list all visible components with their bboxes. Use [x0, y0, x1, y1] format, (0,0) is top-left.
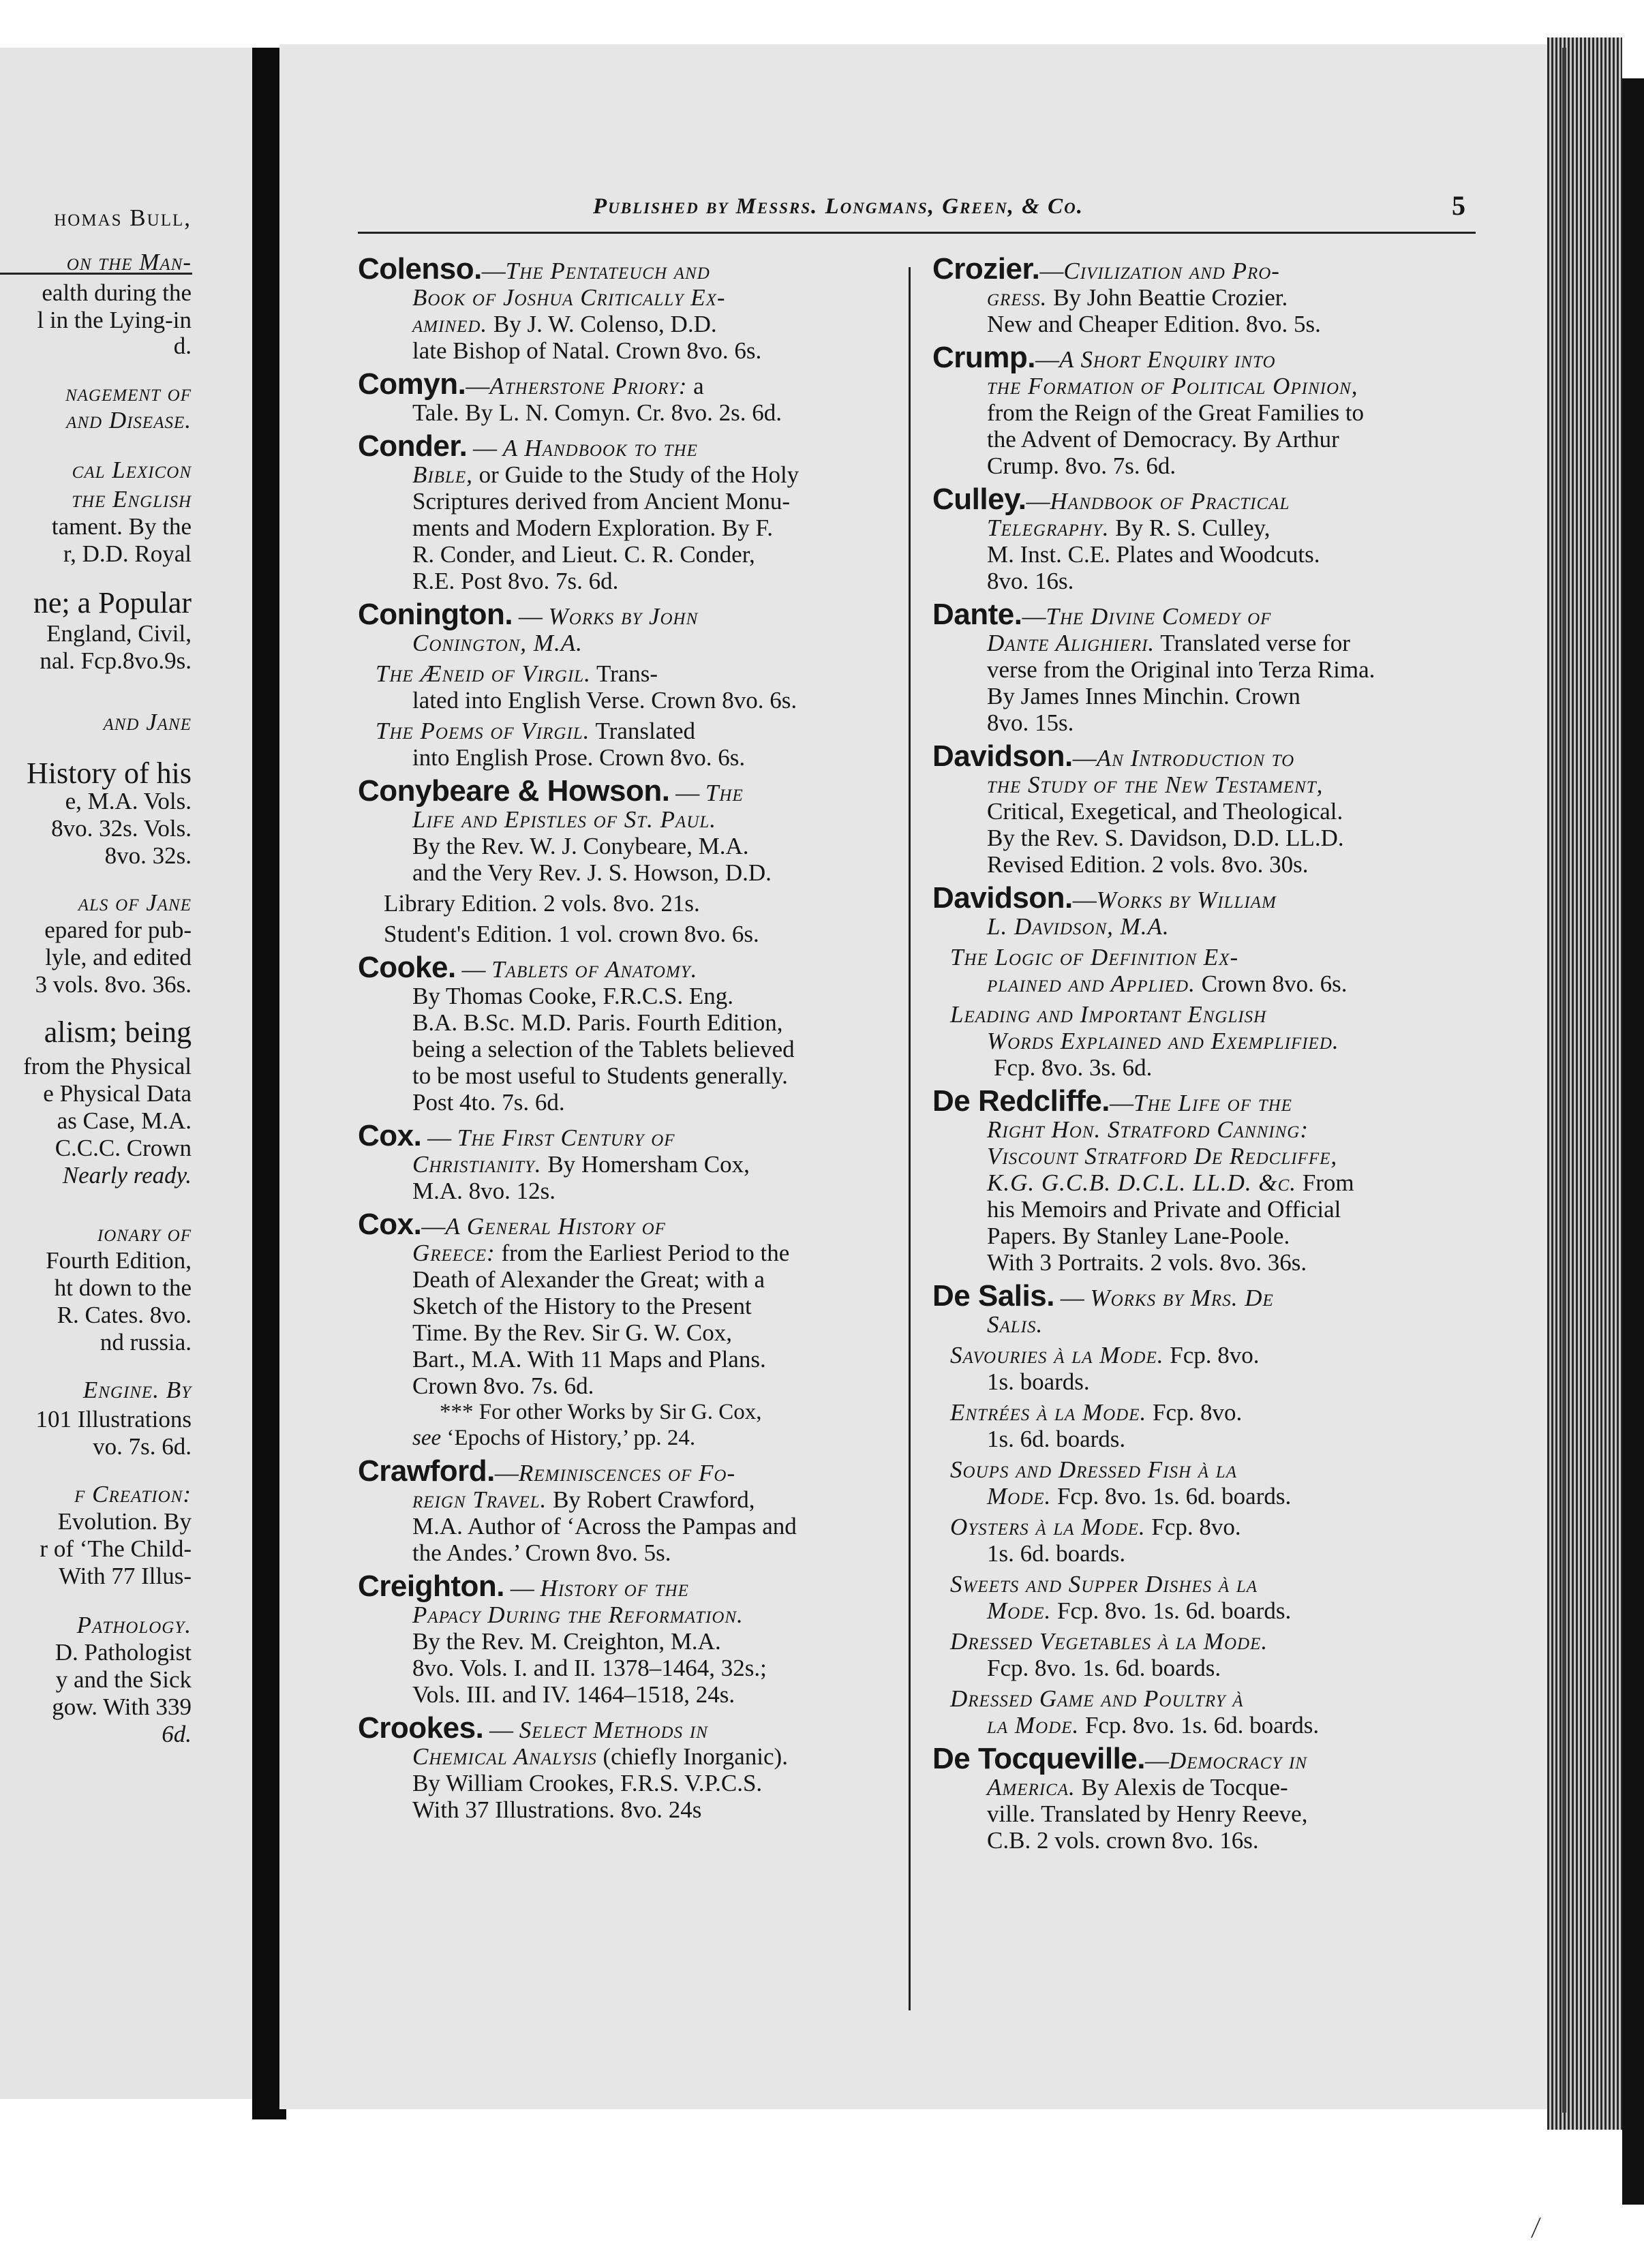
book-title: The Life of the	[1133, 1090, 1292, 1116]
facing-page-line: on the Man-	[66, 249, 192, 275]
entry-text: Tale. By L. N. Comyn. Cr. 8vo. 2s. 6d.	[412, 399, 782, 426]
headword: Davidson.	[932, 739, 1073, 773]
entry-cox-greece: Cox.—A General History of Greece: from the Earliest Period to the Death of Alexander the Great; with a Sketch of the History to the Present Time. By the Rev. Sir G. W. Cox, Bart., M.A. With 11 Maps and Plans. Crown 8vo. 7s. 6d. *** For other Works by Sir G. Cox, see ‘Epochs of History,’ pp. 24.	[358, 1211, 895, 1451]
entry-text: the Andes.’ Crown 8vo. 5s.	[412, 1539, 671, 1566]
entry-text: from the Earliest Period to the	[495, 1240, 790, 1266]
entry-davidson-works: Davidson.—Works by William L. Davidson, M.A. The Logic of Definition Ex- plained and Applied. Crown 8vo. 6s. Leading and Important English Words Explained and Exemplified. Fcp. 8vo. 3s. 6d.	[932, 885, 1472, 1081]
entry-text: 1s. boards.	[987, 1368, 1090, 1395]
entry-text: 8vo. 15s.	[987, 709, 1074, 736]
facing-page-line: D. Pathologist	[55, 1639, 192, 1666]
entry-text: From	[1296, 1169, 1354, 1196]
entry-text: Translated	[590, 718, 696, 744]
entry-text: By the Rev. M. Creighton, M.A.	[412, 1628, 721, 1655]
book-title: Greece:	[412, 1240, 496, 1266]
book-title: A General History of	[445, 1213, 666, 1240]
entry-crump: Crump.—A Short Enquiry into the Formation of Political Opinion, from the Reign of the Great Families to the Advent of Democracy. By Arthur Crump. 8vo. 7s. 6d.	[932, 344, 1472, 479]
book-title: reign Travel.	[412, 1486, 547, 1513]
sub-entry-vegetables	[932, 1628, 1472, 1681]
page-edges	[1547, 37, 1622, 2130]
entry-cooke: Cooke. — Tablets of Anatomy. By Thomas Cooke, F.R.C.S. Eng. B.A. B.Sc. M.D. Paris. Fourth Edition, being a selection of the Tablets believed to be most useful to Students generally. Post 4to. 7s. 6d.	[358, 954, 895, 1116]
entry-text: By William Crookes, F.R.S. V.P.C.S.	[412, 1770, 763, 1796]
headword: Conington.	[358, 598, 513, 631]
facing-page-line: nd russia.	[100, 1329, 192, 1355]
entry-text: Crown 8vo. 7s. 6d.	[412, 1373, 594, 1399]
entry-text: and the Very Rev. J. S. Howson, D.D.	[412, 859, 772, 886]
book-title: Mode.	[987, 1597, 1052, 1624]
facing-page-line: d.	[173, 333, 192, 359]
headword: Comyn.	[358, 367, 466, 401]
headword: Culley.	[932, 482, 1026, 516]
book-title: The	[705, 780, 744, 806]
book-title: A Handbook to the	[502, 435, 698, 461]
note-text: *** For other Works by Sir G. Cox,	[440, 1400, 762, 1424]
facing-page-line: r of ‘The Child-	[40, 1535, 192, 1562]
entry-culley: Culley.—Handbook of Practical Telegraphy. By R. S. Culley, M. Inst. C.E. Plates and Woodcuts. 8vo. 16s.	[932, 486, 1472, 594]
entry-de-tocqueville: De Tocqueville.—Democracy in America. By Alexis de Tocque- ville. Translated by Henry Reeve, C.B. 2 vols. crown 8vo. 16s.	[932, 1745, 1472, 1854]
facing-page-line: y and the Sick	[55, 1666, 192, 1693]
sub-entry-aeneid	[358, 660, 895, 714]
book-title: Handbook of Practical	[1050, 488, 1290, 515]
page-number: 5	[1452, 190, 1465, 221]
entry-text: late Bishop of Natal. Crown 8vo. 6s.	[412, 337, 762, 364]
entry-crookes: Crookes. — Select Methods in Chemical Analysis (chiefly Inorganic). By William Crookes, F.R.S. V.P.C.S. With 37 Illustrations. 8vo. 24s	[358, 1715, 895, 1823]
book-title: The Divine Comedy of	[1046, 603, 1272, 630]
book-title: Words Explained and Exemplified.	[987, 1028, 1339, 1054]
facing-page-line: With 77 Illus-	[59, 1563, 192, 1589]
headword: De Tocqueville.	[932, 1742, 1145, 1775]
book-title: Works by William	[1096, 887, 1277, 913]
book-title: Soups and Dressed Fish à la	[950, 1456, 1237, 1483]
facing-page-line: ht down to the	[54, 1274, 192, 1301]
scan-corner-mark: ⁄	[1530, 2211, 1542, 2243]
book-title: Entrées à la Mode.	[950, 1399, 1147, 1426]
entry-davidson-introduction: Davidson.—An Introduction to the Study of the New Testament, Critical, Exegetical, and Theological. By the Rev. S. Davidson, D.D. LL.D. Revised Edition. 2 vols. 8vo. 30s.	[932, 743, 1472, 878]
entry-text: Fcp. 8vo.	[1146, 1399, 1243, 1426]
sub-entry-oysters	[932, 1514, 1472, 1567]
headword: Conybeare & Howson.	[358, 774, 670, 808]
entry-text: By the Rev. S. Davidson, D.D. LL.D.	[987, 825, 1344, 851]
entry-text: Revised Edition. 2 vols. 8vo. 30s.	[987, 851, 1309, 878]
entry-text: With 3 Portraits. 2 vols. 8vo. 36s.	[987, 1249, 1307, 1276]
headword: Cooke.	[358, 951, 456, 984]
entry-text: By John Beattie Crozier.	[1047, 284, 1288, 311]
entry-text: Bart., M.A. With 11 Maps and Plans.	[412, 1346, 766, 1373]
facing-page-line: als of Jane	[78, 889, 192, 916]
entry-text: Fcp. 8vo. 1s. 6d. boards.	[1051, 1597, 1292, 1624]
entry-text: or Guide to the Study of the Holy	[472, 461, 800, 488]
facing-page-line: 8vo. 32s. Vols.	[51, 815, 192, 842]
right-column	[932, 252, 1472, 1860]
book-title: Bible,	[412, 461, 473, 488]
facing-page-line: l in the Lying-in	[37, 307, 192, 333]
book-title: America.	[987, 1774, 1076, 1800]
book-title: the Formation of Political Opinion,	[987, 373, 1358, 399]
entry-text: By Homersham Cox,	[541, 1151, 750, 1178]
sub-entry-savouries	[932, 1342, 1472, 1395]
entry-text: Papers. By Stanley Lane-Poole.	[987, 1223, 1290, 1249]
book-title: Dante Alighieri.	[987, 630, 1155, 656]
facing-page-line: the English	[72, 486, 192, 512]
entry-text: By Thomas Cooke, F.R.C.S. Eng.	[412, 983, 734, 1009]
facing-page-line: 8vo. 32s.	[104, 842, 192, 869]
facing-page-line: lyle, and edited	[45, 944, 192, 970]
book-title: Dressed Game and Poultry à	[950, 1685, 1244, 1712]
entry-text: ville. Translated by Henry Reeve,	[987, 1800, 1308, 1827]
entry-text: Death of Alexander the Great; with a	[412, 1266, 765, 1293]
cross-reference-note	[358, 1399, 895, 1451]
book-title: Mode.	[987, 1483, 1052, 1510]
entry-colenso: Colenso.—The Pentateuch and Book of Joshua Critically Ex- amined. By J. W. Colenso, D.D. late Bishop of Natal. Crown 8vo. 6s.	[358, 256, 895, 364]
facing-page-fragment	[0, 48, 262, 2099]
page-edge-shadow	[1562, 48, 1566, 2113]
facing-page-line: and Disease.	[66, 407, 192, 433]
entry-text: Crown 8vo. 6s.	[1195, 970, 1348, 997]
note-see: see	[412, 1426, 442, 1450]
entry-creighton: Creighton. — History of the Papacy During the Reformation. By the Rev. M. Creighton, M.A. 8vo. Vols. I. and II. 1378–1464, 32s.; Vols. III. and IV. 1464–1518, 24s.	[358, 1573, 895, 1708]
book-title: Telegraphy.	[987, 515, 1110, 541]
sub-entry-english-words	[932, 1001, 1472, 1081]
book-title: Works by John	[548, 603, 699, 630]
facing-page-line: homas Bull,	[54, 204, 192, 231]
entry-text: Post 4to. 7s. 6d.	[412, 1089, 565, 1116]
facing-page-line: 6d.	[162, 1721, 192, 1747]
facing-page-line: r, D.D. Royal	[63, 540, 192, 567]
entry-text: to be most useful to Students generally.	[412, 1062, 788, 1089]
running-head: Published by Messrs. Longmans, Green, & Co.	[593, 194, 1084, 219]
entry-text: With 37 Illustrations. 8vo. 24s	[412, 1796, 702, 1823]
entry-text: his Memoirs and Private and Official	[987, 1196, 1341, 1223]
headword: Cox.	[358, 1119, 422, 1152]
entry-text: 8vo. 16s.	[987, 568, 1074, 594]
entry-text: a	[687, 373, 704, 399]
facing-page-line: gow. With 339	[52, 1694, 192, 1720]
book-title: An Introduction to	[1096, 745, 1295, 771]
entry-text: from the Reign of the Great Families to	[987, 399, 1365, 426]
entry-de-redcliffe: De Redcliffe.—The Life of the Right Hon. Stratford Canning: Viscount Stratford De Redcliffe, K.G. G.C.B. D.C.L. LL.D. &c. From his Memoirs and Private and Official Papers. By Stanley Lane-Poole. With 3 Portraits. 2 vols. 8vo. 36s.	[932, 1088, 1472, 1276]
book-title: Oysters à la Mode.	[950, 1514, 1146, 1540]
entry-text: M.A. Author of ‘Across the Pampas and	[412, 1513, 797, 1539]
entry-text: Fcp. 8vo. 1s. 6d. boards.	[987, 1655, 1221, 1681]
book-title: Papacy During the Reformation.	[412, 1602, 744, 1628]
entry-conington: Conington. — Works by John Conington, M.A. The Æneid of Virgil. Trans- lated into English Verse. Crown 8vo. 6s. The Poems of Virgil. Translated into English Prose. Crown 8vo. 6s.	[358, 601, 895, 771]
entry-text: 8vo. Vols. I. and II. 1378–1464, 32s.;	[412, 1655, 767, 1681]
headword: Creighton.	[358, 1569, 504, 1603]
book-title: Democracy in	[1169, 1747, 1307, 1774]
entry-text: verse from the Original into Terza Rima.	[987, 656, 1375, 683]
book-title: Atherstone Priory:	[489, 373, 688, 399]
book-title: Right Hon. Stratford Canning:	[987, 1116, 1309, 1143]
entry-dante: Dante.—The Divine Comedy of Dante Alighieri. Translated verse for verse from the Original into Terza Rima. By James Innes Minchin. Crown 8vo. 15s.	[932, 601, 1472, 736]
facing-page-line: nal. Fcp.8vo.9s.	[40, 647, 192, 674]
facing-page-line: f Creation:	[74, 1481, 192, 1507]
entry-text: ments and Modern Exploration. By F.	[412, 515, 773, 541]
sub-entry-poems	[358, 718, 895, 771]
entry-text: By R. S. Culley,	[1109, 515, 1270, 541]
entry-text: being a selection of the Tablets believed	[412, 1036, 795, 1062]
entry-text: Time. By the Rev. Sir G. W. Cox,	[412, 1319, 732, 1346]
entry-text: into English Prose. Crown 8vo. 6s.	[412, 744, 746, 771]
facing-page-line: and Jane	[103, 709, 192, 735]
facing-page-line: C.C.C. Crown	[55, 1135, 192, 1161]
scan-frame-edge	[1622, 78, 1644, 2205]
entry-text: B.A. B.Sc. M.D. Paris. Fourth Edition,	[412, 1009, 783, 1036]
facing-page-line: ealth during the	[42, 279, 192, 306]
entry-conder: Conder. — A Handbook to the Bible, or Guide to the Study of the Holy Scriptures derived from Ancient Monu- ments and Modern Exploration. By F. R. Conder, and Lieut. C. R. Conder, R.E. Post 8vo. 7s. 6d.	[358, 433, 895, 594]
facing-page-line: England, Civil,	[46, 620, 192, 647]
entry-text: Crump. 8vo. 7s. 6d.	[987, 453, 1176, 479]
entry-text: 1s. 6d. boards.	[987, 1426, 1126, 1452]
book-title: Leading and Important English	[950, 1001, 1267, 1028]
left-column	[358, 252, 895, 1830]
entry-text: the Advent of Democracy. By Arthur	[987, 426, 1339, 453]
entry-text: R. Conder, and Lieut. C. R. Conder,	[412, 541, 755, 568]
entry-text: R.E. Post 8vo. 7s. 6d.	[412, 568, 619, 594]
entry-conybeare: Conybeare & Howson. — The Life and Epistles of St. Paul. By the Rev. W. J. Conybeare, M.A. and the Very Rev. J. S. Howson, D.D. Library Edition. 2 vols. 8vo. 21s. Student's Edition. 1 vol. crown 8vo. 6s.	[358, 778, 895, 947]
book-title: History of the	[540, 1575, 689, 1602]
facing-page-line: tament. By the	[51, 513, 192, 540]
facing-page-line: e Physical Data	[43, 1080, 192, 1107]
sub-entry-logic	[932, 944, 1472, 997]
entry-comyn: Comyn.—Atherstone Priory: a Tale. By L. N. Comyn. Cr. 8vo. 2s. 6d.	[358, 371, 895, 426]
facing-page-line: ionary of	[97, 1220, 192, 1246]
headword: Crookes.	[358, 1711, 484, 1745]
book-title: The Pentateuch and	[505, 258, 710, 284]
book-title: The Æneid of Virgil.	[376, 660, 591, 687]
book-title: plained and Applied.	[987, 970, 1196, 997]
facing-page-line: alism; being	[44, 1015, 192, 1049]
entry-text: M. Inst. C.E. Plates and Woodcuts.	[987, 541, 1320, 568]
entry-text: By the Rev. W. J. Conybeare, M.A.	[412, 833, 749, 859]
headword: De Salis.	[932, 1279, 1054, 1313]
facing-page-line: 101 Illustrations	[35, 1406, 192, 1432]
book-title: The Logic of Definition Ex-	[950, 944, 1239, 970]
headword: Davidson.	[932, 881, 1073, 915]
headword: Dante.	[932, 598, 1022, 631]
entry-text: Trans-	[590, 660, 658, 687]
book-title: Works by Mrs. De	[1090, 1285, 1274, 1311]
entry-text: lated into English Verse. Crown 8vo. 6s.	[412, 687, 797, 714]
book-title: Dressed Vegetables à la Mode.	[950, 1628, 1268, 1655]
book-title: The Poems of Virgil.	[376, 718, 590, 744]
facing-page-line: History of his	[27, 756, 192, 790]
book-title: la Mode.	[987, 1712, 1080, 1738]
library-edition: Library Edition. 2 vols. 8vo. 21s.	[384, 890, 700, 917]
entry-text: Critical, Exegetical, and Theological.	[987, 798, 1343, 825]
entry-text: Fcp. 8vo. 1s. 6d. boards.	[1051, 1483, 1292, 1510]
entry-text: Sketch of the History to the Present	[412, 1293, 752, 1319]
facing-page-line: 3 vols. 8vo. 36s.	[35, 971, 192, 998]
book-title: Conington, M.A.	[412, 630, 583, 656]
headword: De Redcliffe.	[932, 1084, 1110, 1118]
facing-page-line: Nearly ready.	[62, 1162, 192, 1189]
book-title: Sweets and Supper Dishes à la	[950, 1571, 1258, 1597]
entry-text: (chiefly Inorganic).	[596, 1743, 788, 1770]
entry-text: Fcp. 8vo. 3s. 6d.	[994, 1054, 1153, 1081]
sub-entry-game-poultry	[932, 1685, 1472, 1738]
book-title: Life and Epistles of St. Paul.	[412, 806, 716, 833]
entry-text: Vols. III. and IV. 1464–1518, 24s.	[412, 1681, 735, 1708]
sub-entry-entrees	[932, 1399, 1472, 1452]
book-title: The First Century of	[457, 1124, 675, 1151]
facing-page-line: nagement of	[65, 380, 192, 406]
book-title: Chemical Analysis	[412, 1743, 597, 1770]
book-title: Savouries à la Mode.	[950, 1342, 1164, 1368]
header-rule	[358, 232, 1476, 234]
book-title: Civilization and Pro-	[1063, 258, 1280, 284]
headword: Conder.	[358, 429, 468, 463]
facing-page-line: e, M.A. Vols.	[65, 788, 192, 814]
book-title: the Study of the New Testament,	[987, 771, 1324, 798]
headword: Cox.	[358, 1208, 422, 1241]
entry-text: Scriptures derived from Ancient Monu-	[412, 488, 791, 515]
book-title: Tablets of Anatomy.	[491, 956, 698, 983]
entry-text: Translated verse for	[1155, 630, 1350, 656]
headword: Crawford.	[358, 1454, 495, 1488]
student-edition: Student's Edition. 1 vol. crown 8vo. 6s.	[384, 921, 759, 947]
facing-page-line: epared for pub-	[44, 917, 192, 943]
facing-page-line: R. Cates. 8vo.	[57, 1302, 192, 1328]
facing-page-line: Engine. By	[82, 1377, 192, 1403]
facing-page-line: Fourth Edition,	[46, 1247, 192, 1274]
entry-text: 1s. 6d. boards.	[987, 1540, 1126, 1567]
facing-page-line: ne; a Popular	[33, 586, 192, 619]
book-title: Book of Joshua Critically Ex-	[412, 284, 726, 311]
facing-page-line: as Case, M.A.	[57, 1107, 192, 1134]
entry-text: M.A. 8vo. 12s.	[412, 1178, 556, 1204]
entry-crozier: Crozier.—Civilization and Pro- gress. By John Beattie Crozier. New and Cheaper Edition. 8vo. 5s.	[932, 256, 1472, 337]
entry-text: C.B. 2 vols. crown 8vo. 16s.	[987, 1827, 1259, 1854]
entry-crawford: Crawford.—Reminiscences of Fo- reign Travel. By Robert Crawford, M.A. Author of ‘Across the Pampas and the Andes.’ Crown 8vo. 5s.	[358, 1458, 895, 1566]
headword: Crozier.	[932, 252, 1040, 286]
entry-text: Fcp. 8vo.	[1163, 1342, 1260, 1368]
entry-text: Fcp. 8vo.	[1145, 1514, 1241, 1540]
entry-de-salis: De Salis. — Works by Mrs. De Salis. Savouries à la Mode. Fcp. 8vo. 1s. boards. Entrées à la Mode. Fcp. 8vo. 1s. 6d. boards. Soups and Dressed Fish à la Mode. Fcp. 8vo. 1s. 6d. boards. Oysters à la Mode. Fcp. 8vo. 1s. 6d. boards. Sweets and Supper Dishes à la Mode. Fcp. 8vo. 1s. 6d. boards. Dressed Vegetables à la Mode. Fcp. 8vo. 1s. 6d. boards. Dressed Game and Poultry à la Mode. Fcp. 8vo. 1s. 6d. boards.	[932, 1283, 1472, 1738]
book-title: Select Methods in	[519, 1717, 708, 1743]
book-title: amined.	[412, 311, 488, 337]
entry-text: Fcp. 8vo. 1s. 6d. boards.	[1079, 1712, 1320, 1738]
note-text: ‘Epochs of History,’ pp. 24.	[441, 1426, 696, 1450]
book-title: Salis.	[987, 1311, 1044, 1338]
facing-page-line: cal Lexicon	[72, 457, 192, 483]
entry-text: By Robert Crawford,	[547, 1486, 755, 1513]
headword: Crump.	[932, 341, 1035, 374]
facing-page-line: vo. 7s. 6d.	[93, 1433, 192, 1460]
entry-cox-first-century: Cox. — The First Century of Christianity. By Homersham Cox, M.A. 8vo. 12s.	[358, 1122, 895, 1204]
sub-entry-soups	[932, 1456, 1472, 1510]
book-title: Christianity.	[412, 1151, 542, 1178]
facing-page-line: Pathology.	[76, 1612, 192, 1638]
entry-text: New and Cheaper Edition. 8vo. 5s.	[987, 311, 1321, 337]
entry-text: By J. W. Colenso, D.D.	[487, 311, 717, 337]
book-title: K.G. G.C.B. D.C.L. LL.D. &c.	[987, 1169, 1297, 1196]
facing-page-line: from the Physical	[23, 1053, 192, 1079]
book-title: A Short Enquiry into	[1059, 346, 1276, 373]
book-title: Reminiscences of Fo-	[518, 1460, 736, 1486]
entry-text: By Alexis de Tocque-	[1075, 1774, 1288, 1800]
entry-text: By James Innes Minchin. Crown	[987, 683, 1300, 709]
column-rule	[909, 267, 911, 2010]
headword: Colenso.	[358, 252, 482, 286]
sub-entry-sweets	[932, 1571, 1472, 1624]
book-title: L. Davidson, M.A.	[987, 913, 1170, 940]
facing-page-line: Evolution. By	[57, 1508, 192, 1535]
book-title: gress.	[987, 284, 1048, 311]
book-title: Viscount Stratford De Redcliffe,	[987, 1143, 1338, 1169]
